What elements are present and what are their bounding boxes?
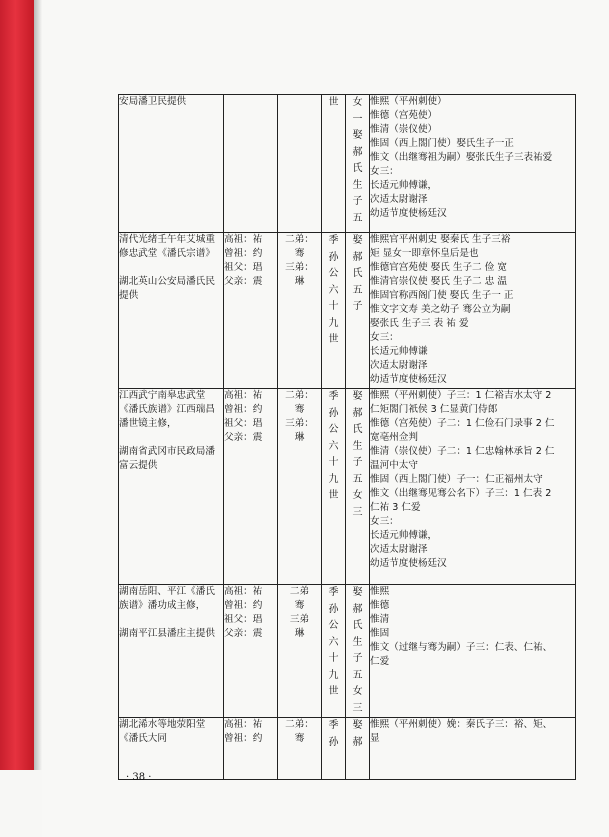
generation-cell [322, 585, 346, 718]
descendants-cell-line: 长适元帅傅谦， [370, 180, 438, 191]
marriage-cell [346, 718, 370, 780]
descendants-cell-line: 惟文（出继骞见骞公名下）子三：1 仁表 2 [370, 488, 552, 499]
source-cell [119, 233, 224, 389]
source-cell-line [119, 431, 223, 445]
brothers-cell-line: 三弟 [289, 614, 310, 625]
vertical-char: 娶 [352, 587, 363, 598]
source-cell [119, 585, 224, 718]
vertical-char: 郝 [352, 146, 363, 158]
vertical-char: 孙 [328, 603, 339, 615]
vertical-char: 氏 [352, 163, 363, 174]
vertical-char: 一 [352, 113, 363, 125]
vertical-char: 娶 [352, 720, 363, 731]
ancestors-cell-line: 曾祖：约 [224, 600, 263, 611]
vertical-char: 孙 [328, 736, 339, 748]
vertical-char: 公 [328, 424, 339, 435]
vertical-char: 九 [328, 669, 339, 681]
brothers-cell [278, 233, 322, 389]
brothers-cell-line: 三弟： [285, 418, 314, 429]
vertical-char: 郝 [352, 736, 363, 748]
vertical-char: 娶 [352, 391, 363, 402]
ancestors-cell [224, 389, 278, 585]
brothers-cell-line: 琳 [294, 276, 305, 287]
descendants-cell-line: 惟熙（平州刺使）子三：1 仁裕吉水太守 2 [370, 390, 552, 401]
ancestors-cell-line: 父亲：震 [224, 628, 263, 639]
vertical-char: 世 [328, 686, 339, 697]
vertical-char: 十 [328, 653, 339, 664]
ancestors-cell-line: 祖父：琩 [224, 418, 263, 429]
source-cell [119, 389, 224, 585]
descendants-cell-line: 惟德（宫苑使） [370, 110, 438, 121]
descendants-cell-line: 女三： [370, 332, 399, 343]
ancestors-cell-line: 曾祖：约 [224, 733, 263, 744]
ancestors-cell-line: 曾祖：约 [224, 248, 263, 259]
descendants-cell-line: 仁矩閤门祇侯 3 仁显黄门侍郎 [370, 404, 498, 415]
descendants-cell-line: 女三： [370, 166, 399, 177]
descendants-cell-line: 长适元帅傅谦 [370, 346, 428, 357]
ancestors-cell-line: 高祖：祐 [224, 390, 263, 401]
ancestors-cell-line: 高祖：祐 [224, 719, 263, 730]
marriage-cell [346, 95, 370, 233]
ancestors-cell-line: 父亲：震 [224, 432, 263, 443]
descendants-cell-line: 惟固（西上閤门使）娶氏生子一正 [370, 138, 514, 149]
vertical-char: 三 [352, 506, 363, 518]
brothers-cell-line: 骞 [294, 600, 305, 611]
brothers-cell [278, 718, 322, 780]
table-row [119, 233, 576, 389]
descendants-cell-line: 惟清（崇仪使）子二：1 仁忠翰林承旨 2 仁 [370, 446, 555, 457]
descendants-cell [370, 95, 576, 233]
page-number: · 38 · [126, 772, 152, 783]
generation-cell [322, 389, 346, 585]
table-row [119, 95, 576, 233]
brothers-cell-line: 骞 [294, 248, 305, 259]
brothers-cell-line: 骞 [294, 733, 305, 744]
generation-cell-vertical-text [322, 389, 345, 505]
binding-shadow [34, 0, 42, 770]
vertical-char: 世 [328, 490, 339, 501]
vertical-char: 子 [352, 653, 363, 664]
source-cell [119, 718, 224, 780]
vertical-char: 孙 [328, 251, 339, 263]
marriage-cell-vertical-text [346, 718, 369, 751]
ancestors-cell-line: 父亲：震 [224, 276, 263, 287]
brothers-cell-line: 二弟 [289, 586, 310, 597]
vertical-char: 氏 [352, 268, 363, 279]
descendants-cell [370, 233, 576, 389]
vertical-char: 五 [352, 473, 363, 485]
descendants-cell-line: 娶张氏 生子三 表 祐 爱 [370, 318, 469, 329]
source-cell-line: 湖北英山公安局潘氏民提供 [119, 276, 215, 301]
descendants-cell-line: 惟文（出继骞祖为嗣）娶张氏生子三表祐爱 [370, 152, 553, 163]
table-row [119, 389, 576, 585]
vertical-char: 生 [352, 179, 363, 191]
descendants-cell [370, 389, 576, 585]
vertical-char: 五 [352, 284, 363, 296]
source-cell-line [119, 261, 223, 275]
vertical-char: 九 [328, 317, 339, 329]
vertical-char: 世 [328, 334, 339, 345]
marriage-cell-vertical-text [346, 233, 369, 316]
brothers-cell [278, 95, 322, 233]
vertical-char: 六 [328, 636, 339, 648]
vertical-char: 公 [328, 268, 339, 279]
descendants-cell-line: 温河中太守 [370, 460, 418, 471]
ancestors-cell-line: 高祖：祐 [224, 586, 263, 597]
marriage-cell-vertical-text [346, 389, 369, 521]
vertical-char: 孙 [328, 407, 339, 419]
vertical-char: 三 [352, 702, 363, 714]
vertical-char: 娶 [352, 235, 363, 246]
ancestors-cell [224, 718, 278, 780]
ancestors-cell [224, 233, 278, 389]
source-cell-line: 湖南岳阳、平江《潘氏族谱》潘功成主修， [119, 586, 215, 611]
descendants-cell-line: 惟清官崇仪使 娶氏 生子二 忠 温 [370, 276, 507, 287]
brothers-cell [278, 389, 322, 585]
ancestors-cell-line: 曾祖：约 [224, 404, 263, 415]
vertical-char: 子 [352, 196, 363, 207]
descendants-cell-line: 女三： [370, 516, 399, 527]
marriage-cell-vertical-text [346, 95, 369, 227]
ancestors-cell-line: 祖父：琩 [224, 614, 263, 625]
vertical-char: 六 [328, 440, 339, 452]
source-cell-line [119, 613, 223, 627]
vertical-char: 子 [352, 457, 363, 468]
descendants-cell-line: 惟熙（平州刺使） [370, 96, 447, 107]
marriage-cell [346, 585, 370, 718]
vertical-char: 五 [352, 212, 363, 224]
vertical-char: 郝 [352, 407, 363, 419]
table-row [119, 585, 576, 718]
genealogy-table [118, 94, 576, 780]
marriage-cell [346, 233, 370, 389]
vertical-char: 九 [328, 473, 339, 485]
generation-cell [322, 718, 346, 780]
descendants-cell [370, 585, 576, 718]
vertical-char: 季 [328, 587, 339, 598]
brothers-cell-line: 二弟： [285, 234, 314, 245]
source-cell-line: 江西武宁南皋忠武堂《潘氏族谱》江西瑞昌潘世镜主修， [119, 390, 215, 429]
source-cell-line: 湖南平江县潘庄主提供 [119, 628, 215, 639]
descendants-cell-line: 惟清（崇仪使） [370, 124, 438, 135]
vertical-char: 生 [352, 636, 363, 648]
generation-cell-vertical-text [322, 95, 345, 112]
descendants-cell-line: 次适太尉谢泽 [370, 544, 428, 555]
descendants-cell-line: 幼适节度使杨廷汉 [370, 374, 447, 385]
vertical-char: 女 [352, 686, 363, 697]
vertical-char: 季 [328, 391, 339, 402]
vertical-char: 六 [328, 284, 339, 296]
ancestors-cell-line: 高祖：祐 [224, 234, 263, 245]
generation-cell [322, 95, 346, 233]
red-book-edge [0, 0, 34, 770]
vertical-char: 郝 [352, 603, 363, 615]
descendants-cell-line: 仁祐 3 仁爱 [370, 502, 421, 513]
vertical-char: 生 [352, 440, 363, 452]
ancestors-cell-line: 祖父：琩 [224, 262, 263, 273]
source-cell-line: 湖北浠水等地荥阳堂《潘氏大同 [119, 719, 206, 744]
descendants-cell-line: 次适太尉谢泽 [370, 360, 428, 371]
descendants-cell-line: 惟固（西上閤门使）子一：仁正福州太守 [370, 474, 543, 485]
descendants-cell-line: 惟文字文寿 美之幼子 骞公立为嗣 [370, 304, 511, 315]
descendants-cell-line: 幼适节度使杨廷汉 [370, 558, 447, 569]
vertical-char: 女 [352, 490, 363, 501]
descendants-cell-line: 幼适节度使杨廷汉 [370, 208, 447, 219]
table-row [119, 718, 576, 780]
descendants-cell-line: 惟德（宫苑使）子二：1 仁俭石门录事 2 仁 [370, 418, 555, 429]
source-cell-line: 湖南省武冈市民政局潘富云提供 [119, 446, 215, 471]
source-cell-line: 清代光绪壬午年艾城重修忠武堂《潘氏宗谱》 [119, 234, 215, 259]
descendants-cell-line: 惟熙 [370, 586, 390, 597]
descendants-cell-line: 惟德 [370, 600, 390, 611]
vertical-char: 季 [328, 720, 339, 731]
descendants-cell-line: 惟清 [370, 614, 390, 625]
descendants-cell-line: 惟文（过继与骞为嗣）子三：仁表、仁祐、 [370, 642, 553, 653]
generation-cell-vertical-text [322, 233, 345, 349]
descendants-cell-line: 显 [370, 733, 380, 744]
source-cell-line: 安局潘卫民提供 [119, 96, 187, 107]
descendants-cell [370, 718, 576, 780]
ancestors-cell [224, 585, 278, 718]
descendants-cell-line: 次适太尉谢泽 [370, 194, 428, 205]
descendants-cell-line: 惟熙（平州刺使）娩：秦氏子三：裕、矩、 [370, 719, 553, 730]
ancestors-cell [224, 95, 278, 233]
descendants-cell-line: 仁爱 [370, 656, 390, 667]
vertical-char: 氏 [352, 424, 363, 435]
brothers-cell-line: 三弟： [285, 262, 314, 273]
generation-cell-vertical-text [322, 718, 345, 751]
descendants-cell-line: 惟固官称西阁门使 娶氏 生子一 正 [370, 290, 514, 301]
vertical-char: 娶 [352, 130, 363, 141]
brothers-cell-line: 二弟： [285, 390, 314, 401]
brothers-cell-line: 琳 [294, 628, 305, 639]
vertical-char: 女 [352, 97, 363, 108]
brothers-cell-line: 琳 [294, 432, 305, 443]
vertical-char: 十 [328, 301, 339, 312]
vertical-char: 郝 [352, 251, 363, 263]
generation-cell [322, 233, 346, 389]
descendants-cell-line: 惟德官宫苑使 娶氏 生子二 俭 宽 [370, 262, 507, 273]
vertical-char: 公 [328, 620, 339, 631]
vertical-char: 十 [328, 457, 339, 468]
vertical-char: 五 [352, 669, 363, 681]
vertical-char: 氏 [352, 620, 363, 631]
descendants-cell-line: 惟熙官平州刺史 娶秦氏 生子三裕 [370, 234, 511, 245]
brothers-cell-line: 二弟： [285, 719, 314, 730]
descendants-cell-line: 矩 显女一即章怀皇后是也 [370, 248, 479, 259]
vertical-char: 世 [328, 97, 339, 108]
brothers-cell-line: 骞 [294, 404, 305, 415]
marriage-cell-vertical-text [346, 585, 369, 717]
brothers-cell [278, 585, 322, 718]
descendants-cell-line: 惟固 [370, 628, 390, 639]
generation-cell-vertical-text [322, 585, 345, 701]
descendants-cell-line: 宽亳州佥判 [370, 432, 418, 443]
marriage-cell [346, 389, 370, 585]
vertical-char: 季 [328, 235, 339, 246]
source-cell [119, 95, 224, 233]
descendants-cell-line: 长适元帅傅谦， [370, 530, 438, 541]
vertical-char: 子 [352, 301, 363, 312]
